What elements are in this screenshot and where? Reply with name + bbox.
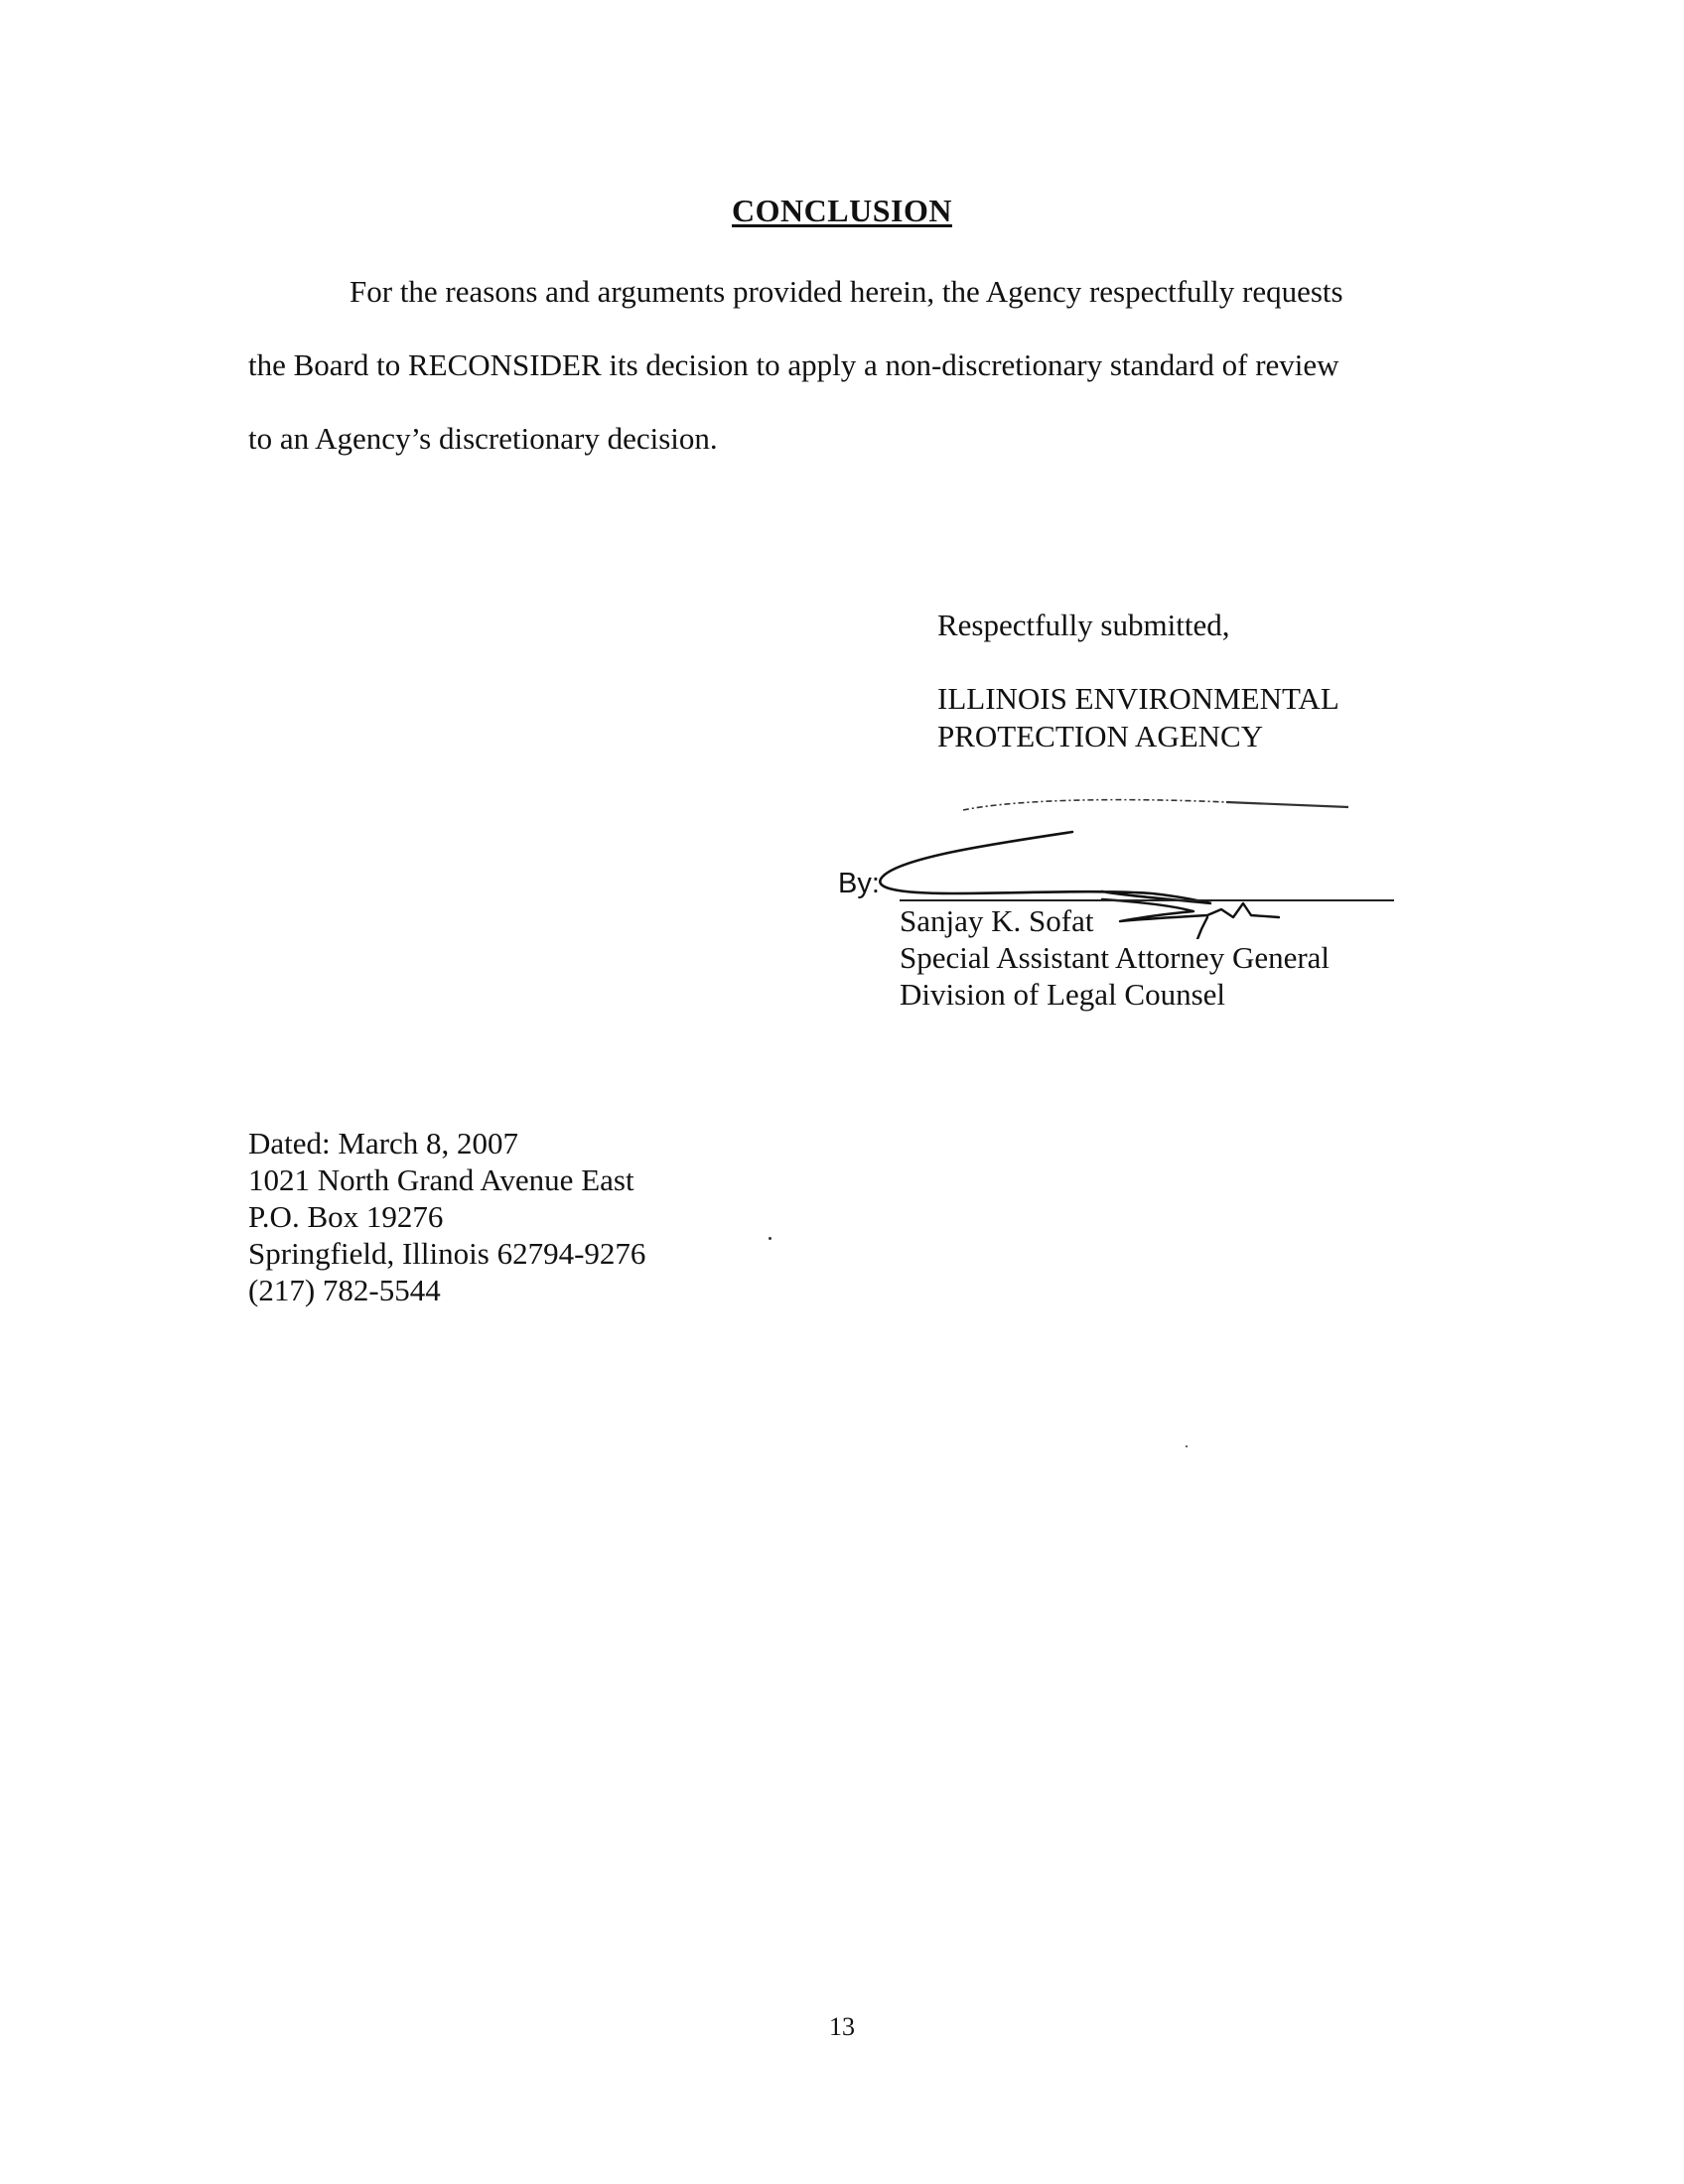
body-line-1: For the reasons and arguments provided herein, the Agency respectfully requests (350, 274, 1343, 309)
address-city: Springfield, Illinois 62794-9276 (248, 1236, 646, 1271)
body-line-2: the Board to RECONSIDER its decision to apply a non-discretionary standard of review (248, 347, 1339, 382)
signer-name: Sanjay K. Sofat (900, 903, 1094, 938)
address-po-box: P.O. Box 19276 (248, 1199, 444, 1234)
signer-title: Special Assistant Attorney General (900, 940, 1331, 975)
dated-line: Dated: March 8, 2007 (248, 1126, 519, 1160)
by-label: By: (838, 868, 880, 899)
section-heading: CONCLUSION (732, 193, 952, 228)
signature-line (900, 899, 1394, 901)
closing-text: Respectfully submitted, (937, 608, 1230, 642)
page-number: 13 (829, 2012, 855, 2041)
agency-name-line-2: PROTECTION AGENCY (937, 719, 1264, 753)
signer-division: Division of Legal Counsel (900, 977, 1226, 1012)
scan-speck (1186, 1445, 1188, 1447)
scan-speck (769, 1237, 772, 1240)
body-line-3: to an Agency’s discretionary decision. (248, 421, 718, 456)
address-street: 1021 North Grand Avenue East (248, 1162, 634, 1197)
phone-number: (217) 782-5544 (248, 1273, 441, 1307)
agency-name-line-1: ILLINOIS ENVIRONMENTAL (937, 681, 1339, 716)
